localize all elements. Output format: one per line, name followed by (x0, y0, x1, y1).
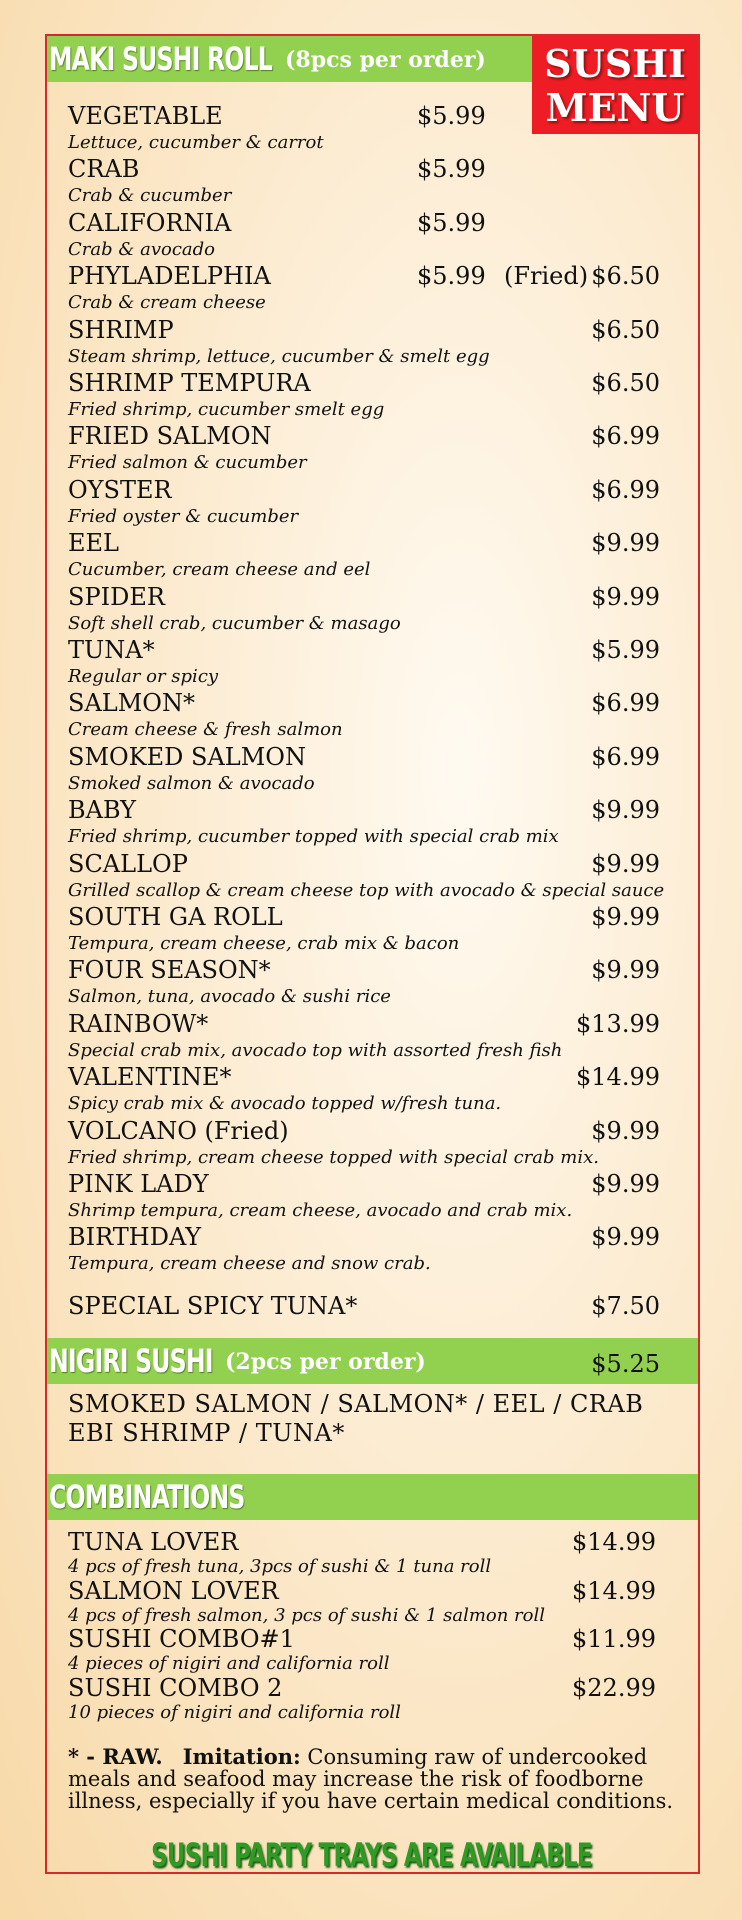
item-name: BABY (68, 796, 137, 824)
fried-label: (Fried) (504, 262, 589, 290)
item-description: Soft shell crab, cucumber & masago (68, 613, 401, 634)
item-name: SUSHI COMBO 2 (68, 1674, 283, 1702)
item-description: Cucumber, cream cheese and eel (68, 559, 371, 580)
item-name: CRAB (68, 155, 140, 183)
item-price: $7.50 (591, 1292, 660, 1320)
item-name: SALMON LOVER (68, 1577, 279, 1605)
item-description: 4 pcs of fresh tuna, 3pcs of sushi & 1 tuna roll (68, 1556, 492, 1577)
item-description: Crab & cream cheese (68, 292, 266, 313)
item-price: $5.99 (591, 636, 660, 664)
item-name: PINK LADY (68, 1170, 209, 1198)
item-price: $14.99 (572, 1577, 656, 1605)
item-description: Salmon, tuna, avocado & sushi rice (68, 986, 391, 1007)
item-name: SPECIAL SPICY TUNA* (68, 1292, 358, 1320)
item-name: FRIED SALMON (68, 422, 272, 450)
item-name: BIRTHDAY (68, 1223, 202, 1251)
item-price: $9.99 (591, 850, 660, 878)
item-description: Fried oyster & cucumber (68, 506, 299, 527)
item-description: Lettuce, cucumber & carrot (68, 132, 324, 153)
footnote-text: Consuming raw of undercooked meals and seafood may increase the risk of foodborne illness, especially if you have certain medical conditions. (68, 1745, 674, 1813)
party-trays-text: SUSHI PARTY TRAYS ARE AVAILABLE (150, 1836, 592, 1874)
item-name: VEGETABLE (68, 102, 223, 130)
item-description: Special crab mix, avocado top with assorted fresh fish (68, 1040, 563, 1061)
item-name: SALMON* (68, 689, 195, 717)
item-price: $5.99 (417, 102, 486, 130)
item-price: $5.99 (417, 262, 486, 290)
item-description: Fried shrimp, cucumber smelt egg (68, 399, 385, 420)
nigiri-section-title: NIGIRI SUSHI (49, 1342, 213, 1380)
item-name: PHYLADELPHIA (68, 262, 271, 290)
item-price: $6.99 (591, 689, 660, 717)
item-description: Fried shrimp, cream cheese topped with special crab mix. (68, 1147, 599, 1168)
item-name: SHRIMP (68, 316, 174, 344)
item-description: Fried salmon & cucumber (68, 452, 307, 473)
maki-section-title: MAKI SUSHI ROLL (49, 40, 273, 78)
item-name: OYSTER (68, 476, 172, 504)
nigiri-line-2: EBI SHRIMP / TUNA* (68, 1419, 345, 1447)
item-description: Tempura, cream cheese and snow crab. (68, 1253, 431, 1274)
item-price: $5.99 (417, 155, 486, 183)
item-name: SPIDER (68, 583, 165, 611)
item-price: $6.99 (591, 476, 660, 504)
imitation-label: Imitation: (182, 1744, 301, 1769)
item-name: SCALLOP (68, 850, 188, 878)
item-price: $9.99 (591, 903, 660, 931)
item-price: $6.50 (591, 316, 660, 344)
item-price: $14.99 (576, 1063, 660, 1091)
item-description: Smoked salmon & avocado (68, 773, 315, 794)
item-name: EEL (68, 529, 119, 557)
item-price: $6.99 (591, 422, 660, 450)
item-name: TUNA LOVER (68, 1528, 239, 1556)
item-name: FOUR SEASON* (68, 956, 271, 984)
item-price: $9.99 (591, 1223, 660, 1251)
badge-line-2: MENU (545, 85, 685, 130)
combinations-section-title: COMBINATIONS (49, 1478, 245, 1516)
nigiri-section-subtitle: (2pcs per order) (225, 1349, 426, 1375)
item-price: $11.99 (572, 1625, 656, 1653)
item-description: Shrimp tempura, cream cheese, avocado and crab mix. (68, 1200, 573, 1221)
item-description: 4 pcs of fresh salmon, 3 pcs of sushi & 1 salmon roll (68, 1605, 546, 1626)
badge-line-1: SUSHI (544, 41, 686, 86)
nigiri-price: $5.25 (591, 1350, 660, 1378)
item-price: $6.99 (591, 743, 660, 771)
item-name: SMOKED SALMON (68, 743, 306, 771)
item-description: Tempura, cream cheese, crab mix & bacon (68, 933, 460, 954)
maki-section-subtitle: (8pcs per order) (285, 47, 486, 73)
item-price: $9.99 (591, 529, 660, 557)
item-price: $5.99 (417, 209, 486, 237)
item-name: SUSHI COMBO#1 (68, 1625, 295, 1653)
sushi-menu-badge (532, 36, 698, 134)
footnote (68, 1746, 688, 1812)
item-price: $9.99 (591, 796, 660, 824)
item-name: RAINBOW* (68, 1010, 209, 1038)
item-description: Crab & avocado (68, 239, 216, 260)
item-price: $9.99 (591, 956, 660, 984)
combinations-header-band (47, 1474, 698, 1520)
raw-label: * - RAW. (68, 1744, 163, 1769)
item-price: $9.99 (591, 1170, 660, 1198)
item-name: SHRIMP TEMPURA (68, 369, 311, 397)
item-name: VALENTINE* (68, 1063, 232, 1091)
nigiri-line-1: SMOKED SALMON / SALMON* / EEL / CRAB (68, 1390, 644, 1418)
item-price: $22.99 (572, 1674, 656, 1702)
party-trays-banner (0, 1836, 742, 1874)
item-description: Grilled scallop & cream cheese top with avocado & special sauce (68, 880, 665, 901)
item-name: SOUTH GA ROLL (68, 903, 283, 931)
item-name: TUNA* (68, 636, 155, 664)
item-description: Spicy crab mix & avocado topped w/fresh tuna. (68, 1093, 502, 1114)
item-price: $9.99 (591, 583, 660, 611)
item-description: Steam shrimp, lettuce, cucumber & smelt egg (68, 346, 490, 367)
item-description: 4 pieces of nigiri and california roll (68, 1653, 390, 1674)
item-name: VOLCANO (Fried) (68, 1117, 289, 1145)
fried-price: $6.50 (591, 262, 660, 290)
item-price: $6.50 (591, 369, 660, 397)
nigiri-list (68, 1390, 643, 1448)
item-description: Fried shrimp, cucumber topped with special crab mix (68, 826, 559, 847)
item-name: CALIFORNIA (68, 209, 232, 237)
item-price: $13.99 (576, 1010, 660, 1038)
item-description: Cream cheese & fresh salmon (68, 719, 343, 740)
item-description: 10 pieces of nigiri and california roll (68, 1702, 401, 1723)
item-description: Regular or spicy (68, 666, 219, 687)
item-price: $9.99 (591, 1117, 660, 1145)
item-description: Crab & cucumber (68, 185, 232, 206)
item-price: $14.99 (572, 1528, 656, 1556)
